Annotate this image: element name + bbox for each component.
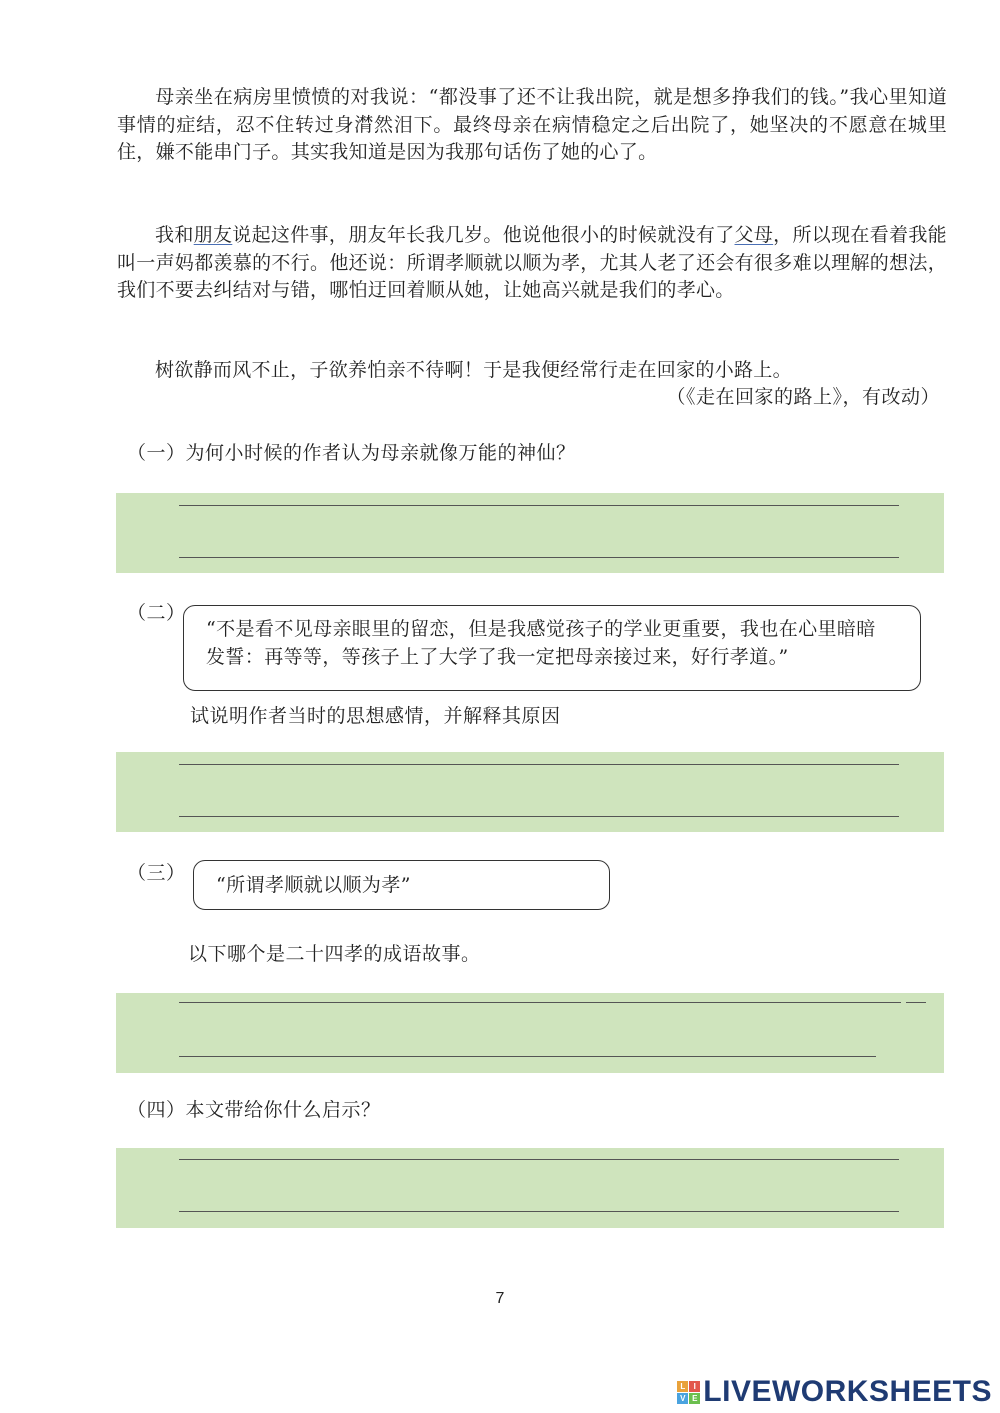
liveworksheets-wordmark: LIVEWORKSHEETS [703,1375,992,1408]
answer-box-3[interactable] [116,993,944,1073]
quote-line: “所谓孝顺就以顺为孝” [216,874,411,896]
passage-paragraph-2: 我和朋友说起这件事，朋友年长我几岁。他说他很小的时候就没有了父母，所以现在看着我能叫一声妈都羡慕的不行。他还说：所谓孝顺就以顺为孝，尤其人老了还会有很多难以理解的想法，我们不要去纠结对与错，哪怕迂回着顺从她，让她高兴就是我们的孝心。 [117,224,947,301]
passage-paragraph-1: 母亲坐在病房里愤愤的对我说：“都没事了还不让我出院，就是想多挣我们的钱。”我心里知道事情的症结，忍不住转过身潸然泪下。最终母亲在病情稳定之后出院了，她坚决的不愿意在城里住，嫌不能串门子。其实我知道是因为我那句话伤了她的心了。 [117,86,947,163]
question-3-number: （三） [127,862,186,884]
question-2-number: （二） [127,602,186,624]
quote-line: 发誓：再等等，等孩子上了大学了我一定把母亲接过来，好行孝道。” [206,646,789,668]
logo-letter: V [677,1393,688,1404]
answer-line [179,557,899,558]
logo-letter: E [689,1393,700,1404]
answer-box-2[interactable] [116,752,944,832]
question-2-prompt: 试说明作者当时的思想感情，并解释其原因 [190,705,561,727]
answer-line [179,1211,899,1212]
answer-line [179,505,899,506]
question-2-quote-box [183,605,921,691]
page-number: 7 [495,1290,505,1307]
logo-letter: I [689,1381,700,1392]
quote-line: “不是看不见母亲眼里的留恋，但是我感觉孩子的学业更重要，我也在心里暗暗 [206,618,876,640]
answer-line [179,1002,901,1003]
answer-line [179,764,899,765]
passage-paragraph-3: 树欲静而风不止，子欲养怕亲不待啊！于是我便经常行走在回家的小路上。 [155,359,792,381]
liveworksheets-logo-icon [677,1381,700,1404]
answer-line [179,816,899,817]
passage-source: （《走在回家的路上》，有改动） [666,386,940,408]
liveworksheets-logo [677,1375,992,1409]
answer-line [179,1056,876,1057]
parents-link[interactable]: 父母 [734,224,774,246]
friend-link[interactable]: 朋友 [193,224,233,246]
answer-line-tail [906,1002,926,1003]
question-1: （一）为何小时候的作者认为母亲就像万能的神仙？ [127,442,576,464]
answer-box-1[interactable] [116,493,944,573]
question-3-prompt: 以下哪个是二十四孝的成语故事。 [188,943,481,965]
question-3-quote-box [193,860,610,910]
answer-box-4[interactable] [116,1148,944,1228]
logo-letter: L [677,1381,688,1392]
answer-line [179,1159,899,1160]
question-4: （四）本文带给你什么启示？ [127,1099,381,1121]
